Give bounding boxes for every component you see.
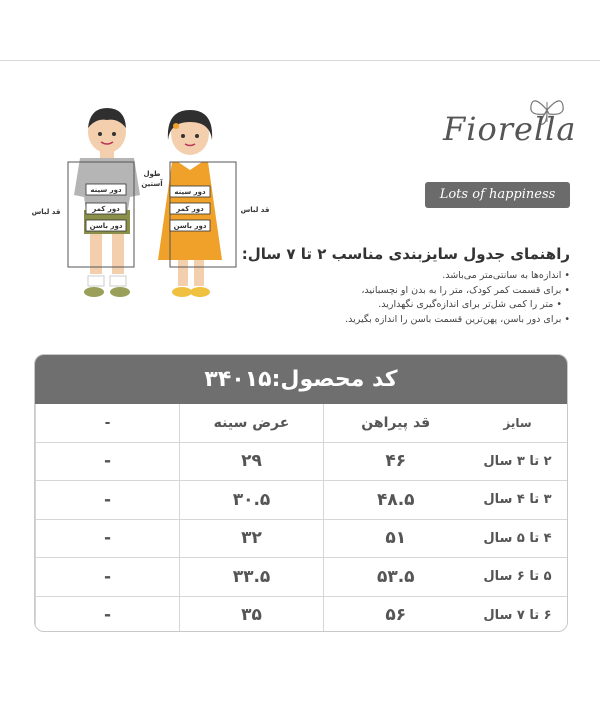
cell-size: ۴ تا ۵ سال — [468, 519, 568, 558]
cell-chest: ۳۲ — [180, 519, 324, 558]
cell-length: ۴۶ — [324, 442, 468, 481]
cell-size: ۲ تا ۳ سال — [468, 442, 568, 481]
boy-chest-label: دور سینه — [90, 186, 122, 194]
guide-notes — [240, 269, 570, 327]
cell-extra: - — [36, 558, 180, 597]
size-guide — [240, 245, 570, 327]
guide-note: • اندازه‌ها به سانتی‌متر می‌باشد. — [240, 269, 570, 284]
cell-extra: - — [36, 519, 180, 558]
size-illustration — [0, 100, 270, 310]
brand-tagline: Lots of happiness — [425, 182, 570, 208]
cell-extra: - — [36, 481, 180, 520]
cell-length: ۵۱ — [324, 519, 468, 558]
cell-length: ۴۸.۵ — [324, 481, 468, 520]
top-divider — [0, 60, 600, 61]
header-size: سایز — [468, 404, 568, 442]
girl-figure — [158, 110, 236, 297]
brand-name: Fiorella — [443, 110, 577, 148]
cell-size: ۵ تا ۶ سال — [468, 558, 568, 597]
boy-figure — [68, 108, 140, 297]
cell-size: ۳ تا ۴ سال — [468, 481, 568, 520]
cell-chest: ۳۰.۵ — [180, 481, 324, 520]
size-table — [34, 354, 568, 632]
sleeve-label-1: طول — [143, 170, 161, 178]
cell-extra: - — [36, 596, 180, 632]
cell-size: ۶ تا ۷ سال — [483, 607, 552, 623]
table-row — [36, 596, 568, 632]
table-row — [36, 519, 568, 558]
girl-hip-label: دور باسن — [173, 222, 207, 230]
table-row — [36, 442, 568, 481]
cell-extra: - — [36, 442, 180, 481]
cell-chest: ۳۳.۵ — [180, 558, 324, 597]
boy-hip-label: دور باسن — [89, 222, 123, 230]
girl-chest-label: دور سینه — [174, 188, 206, 196]
girl-length-label: قد لباس — [240, 206, 270, 214]
size-grid — [35, 404, 568, 632]
cell-chest: ۳۵ — [180, 596, 324, 632]
boy-length-label: قد لباس — [31, 208, 61, 216]
product-code: کد محصول:۳۴۰۱۵ — [35, 355, 567, 404]
guide-note: • برای دور باسن، پهن‌ترین قسمت باسن را اندازه بگیرید. — [240, 313, 570, 328]
guide-note: • برای قسمت کمر کودک، متر را به بدن او نچسبانید، — [240, 284, 570, 299]
table-header-row — [36, 404, 568, 442]
cell-chest: ۲۹ — [180, 442, 324, 481]
cell-length: ۵۳.۵ — [324, 558, 468, 597]
header-length: قد پیراهن — [324, 404, 468, 442]
brand-logo — [415, 92, 575, 212]
guide-title: راهنمای جدول سایزبندی مناسب ۲ تا ۷ سال: — [241, 245, 570, 263]
sleeve-label-2: آستین — [141, 180, 163, 188]
cell-length: ۵۶ — [324, 596, 468, 632]
header-extra: - — [36, 404, 180, 442]
girl-waist-label: دور کمر — [176, 205, 204, 213]
boy-waist-label: دور کمر — [92, 205, 120, 213]
table-row — [36, 558, 568, 597]
guide-note: • متر را کمی شل‌تر برای اندازه‌گیری نگهدارید. — [240, 298, 570, 313]
table-row — [36, 481, 568, 520]
header-chest: عرض سینه — [180, 404, 324, 442]
